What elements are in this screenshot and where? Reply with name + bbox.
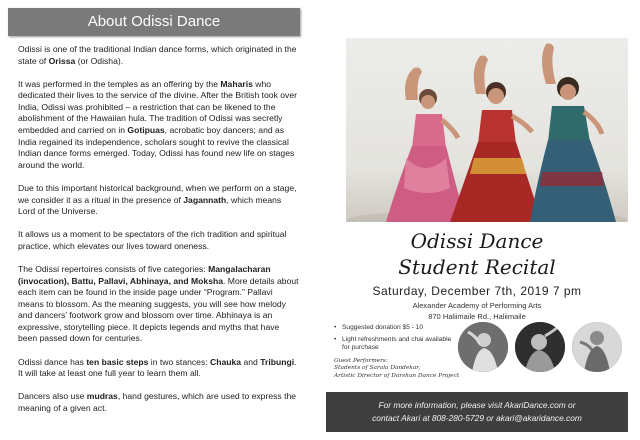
guest-label: Guest Performers: — [334, 358, 388, 364]
term-tribungi: Tribungi — [260, 356, 295, 367]
footer-line-2: contact Akari at 808-280-5729 or akari@akaridance.com — [372, 413, 582, 423]
dancers-illustration — [346, 38, 628, 222]
guest-line-2: Artistic Director of Darshan Dance Project — [334, 372, 460, 379]
term-mudras: mudras — [86, 391, 118, 402]
term-ten-steps: ten basic steps — [86, 356, 149, 367]
recital-page — [326, 38, 628, 432]
contact-footer — [326, 392, 628, 432]
paragraph-7: Dancers also use mudras, hand gestures, which are used to express the meaning of a given act. — [18, 391, 297, 413]
term-chauka: Chauka — [210, 356, 242, 367]
dancer-portraits — [458, 322, 626, 386]
term-gotipuas: Gotipuas — [127, 125, 165, 136]
term-jagannath: Jagannath — [183, 194, 227, 205]
recital-title — [326, 228, 628, 280]
venue-name: Alexander Academy of Performing Arts — [412, 301, 542, 310]
paragraph-3: Due to this important historical background, when we perform on a stage, we consider it as a ritual in the presence of Jagannath, which means Lord of the Universe. — [18, 182, 297, 217]
paragraph-2: It was performed in the temples as an offering by the Maharis who dedicated their lives to the service of the divine. After the British took over India, Odissi was prohibited – a restriction that can be likened to the abolishment of the Hawaiian hula. The tradition of Odissi was secretly embedded and carried on in Gotipuas, acrobatic boy dancers; and as India regained its independence, scholars sought to revive the classical Indian dance forms emerged. Today, Odissi has found new life on stages around the world. — [18, 78, 297, 170]
event-venue — [326, 300, 628, 322]
dancer-middle — [450, 56, 542, 223]
about-page — [0, 0, 312, 440]
event-datetime: Saturday, December 7th, 2019 7 pm — [372, 284, 582, 298]
list-item: • Suggested donation $5 - 10 — [334, 324, 458, 333]
about-body — [18, 44, 300, 426]
paragraph-6: Odissi dance has ten basic steps in two stances: Chauka and Tribungi. It will take at least one full year to learn them all. — [18, 356, 297, 379]
term-orissa: Orissa — [48, 55, 76, 66]
term-categories: Mangalacharan (invocation), Battu, Pallavi, Abhinaya, and Moksha — [18, 263, 271, 286]
event-details-list — [334, 324, 458, 356]
title-line-2: Student Recital — [398, 255, 556, 279]
about-banner — [8, 8, 300, 36]
dancer-right — [530, 44, 616, 223]
portrait-3-image — [572, 322, 622, 372]
portrait-2 — [515, 322, 565, 372]
portrait-1 — [458, 322, 508, 372]
title-line-1: Odissi Dance — [410, 229, 544, 253]
guest-performers — [334, 358, 464, 380]
portrait-2-image — [515, 322, 565, 372]
venue-address: 870 Haliimaile Rd., Haliimaile — [428, 312, 526, 321]
guest-line-1: Students of Sarala Dandekar, — [334, 365, 421, 372]
portrait-1-image — [458, 322, 508, 372]
footer-line-1: For more information, please visit AkariDance.com or — [378, 400, 576, 410]
paragraph-5: The Odissi repertoires consists of five categories: Mangalacharan (invocation), Battu, Pallavi, Abhinaya, and Moksha. More details about each item can be found in the inside page under “Program.” Pallavi means to blossom. As the meaning suggests, you will see how melody and dancers’ footwork grow and blossom over time. Abhinaya is an expressive, storytelling piece. It depicts legends and myths that have been passed down for centuries. — [18, 263, 299, 344]
about-title: About Odissi Dance — [87, 13, 221, 30]
paragraph-4: It allows us a moment to be spectators of the rich tradition and spiritual practice, which elevates our lives toward oneness. — [18, 229, 287, 251]
term-maharis: Maharis — [220, 78, 253, 89]
dancer-left — [386, 68, 466, 223]
list-item: • Light refreshments and chai available for purchase — [334, 336, 458, 353]
portrait-3 — [572, 322, 622, 372]
paragraph-1: Odissi is one of the traditional Indian dance forms, which originated in the state of Orissa (or Odisha). — [18, 44, 297, 66]
dancers-photo — [346, 38, 628, 222]
